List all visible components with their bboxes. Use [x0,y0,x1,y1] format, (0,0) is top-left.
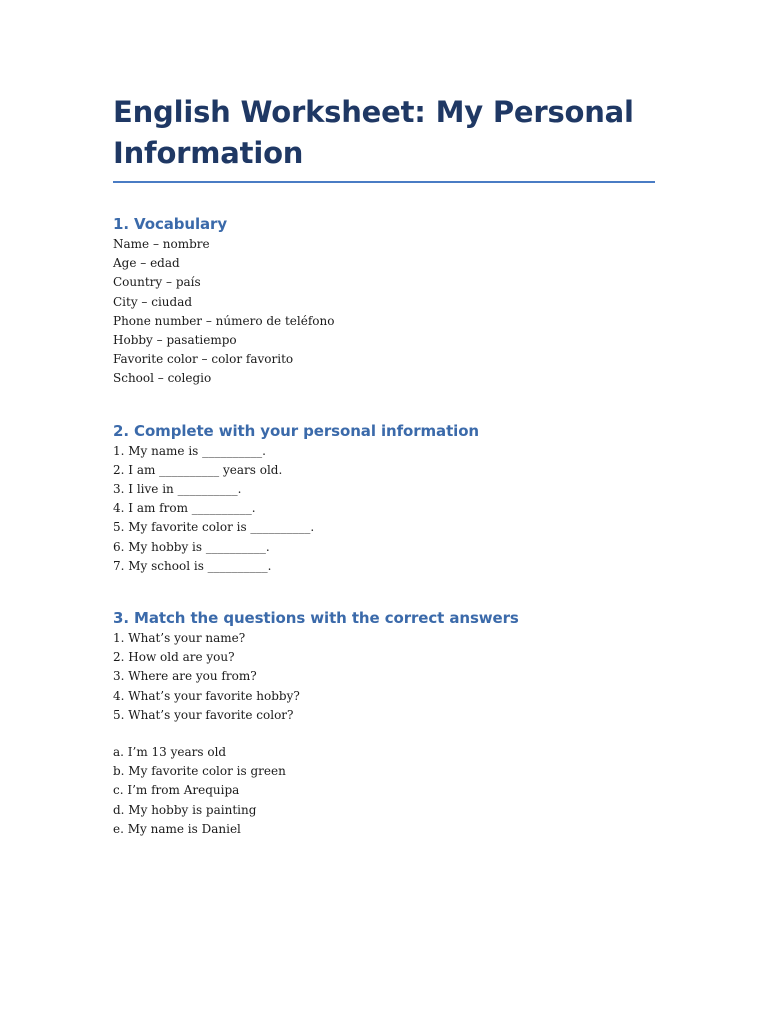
fill-in-item: 2. I am __________ years old. [113,462,283,477]
section-complete [113,420,655,576]
spacer [113,725,655,743]
section-heading: 3. Match the questions with the correct answers [113,609,519,628]
questions-list [113,629,655,725]
vocabulary-item: Favorite color – color favorito [113,352,294,367]
fill-in-item: 4. I am from __________. [113,501,256,516]
answer-item: e. My name is Daniel [113,821,241,836]
worksheet-page [113,92,655,839]
vocabulary-list [113,235,655,389]
vocabulary-item: Name – nombre [113,237,210,251]
question-item: 5. What’s your favorite color? [113,707,294,722]
answer-item: b. My favorite color is green [113,764,286,779]
vocabulary-item: Phone number – número de teléfono [113,313,335,328]
fill-in-item: 1. My name is __________. [113,443,266,458]
section-heading: 1. Vocabulary [113,215,228,233]
answer-item: c. I’m from Arequipa [113,783,240,798]
complete-list [113,442,655,576]
fill-in-item: 7. My school is __________. [113,558,272,573]
section-vocabulary [113,213,655,389]
vocabulary-item: City – ciudad [113,294,193,309]
vocabulary-item: Country – país [113,275,201,290]
question-item: 1. What’s your name? [113,631,246,646]
answer-item: a. I’m 13 years old [113,745,227,760]
question-item: 2. How old are you? [113,650,235,665]
vocabulary-item: School – colegio [113,371,212,386]
answers-list [113,743,655,839]
question-item: 4. What’s your favorite hobby? [113,688,300,703]
page-title: English Worksheet: My Personal Information [113,92,655,183]
question-item: 3. Where are you from? [113,669,257,684]
vocabulary-item: Age – edad [113,256,180,271]
section-match [113,607,655,839]
fill-in-item: 5. My favorite color is __________. [113,520,315,535]
fill-in-item: 6. My hobby is __________. [113,539,270,554]
answer-item: d. My hobby is painting [113,802,257,817]
fill-in-item: 3. I live in __________. [113,482,242,497]
vocabulary-item: Hobby – pasatiempo [113,333,237,348]
section-heading: 2. Complete with your personal information [113,421,479,440]
